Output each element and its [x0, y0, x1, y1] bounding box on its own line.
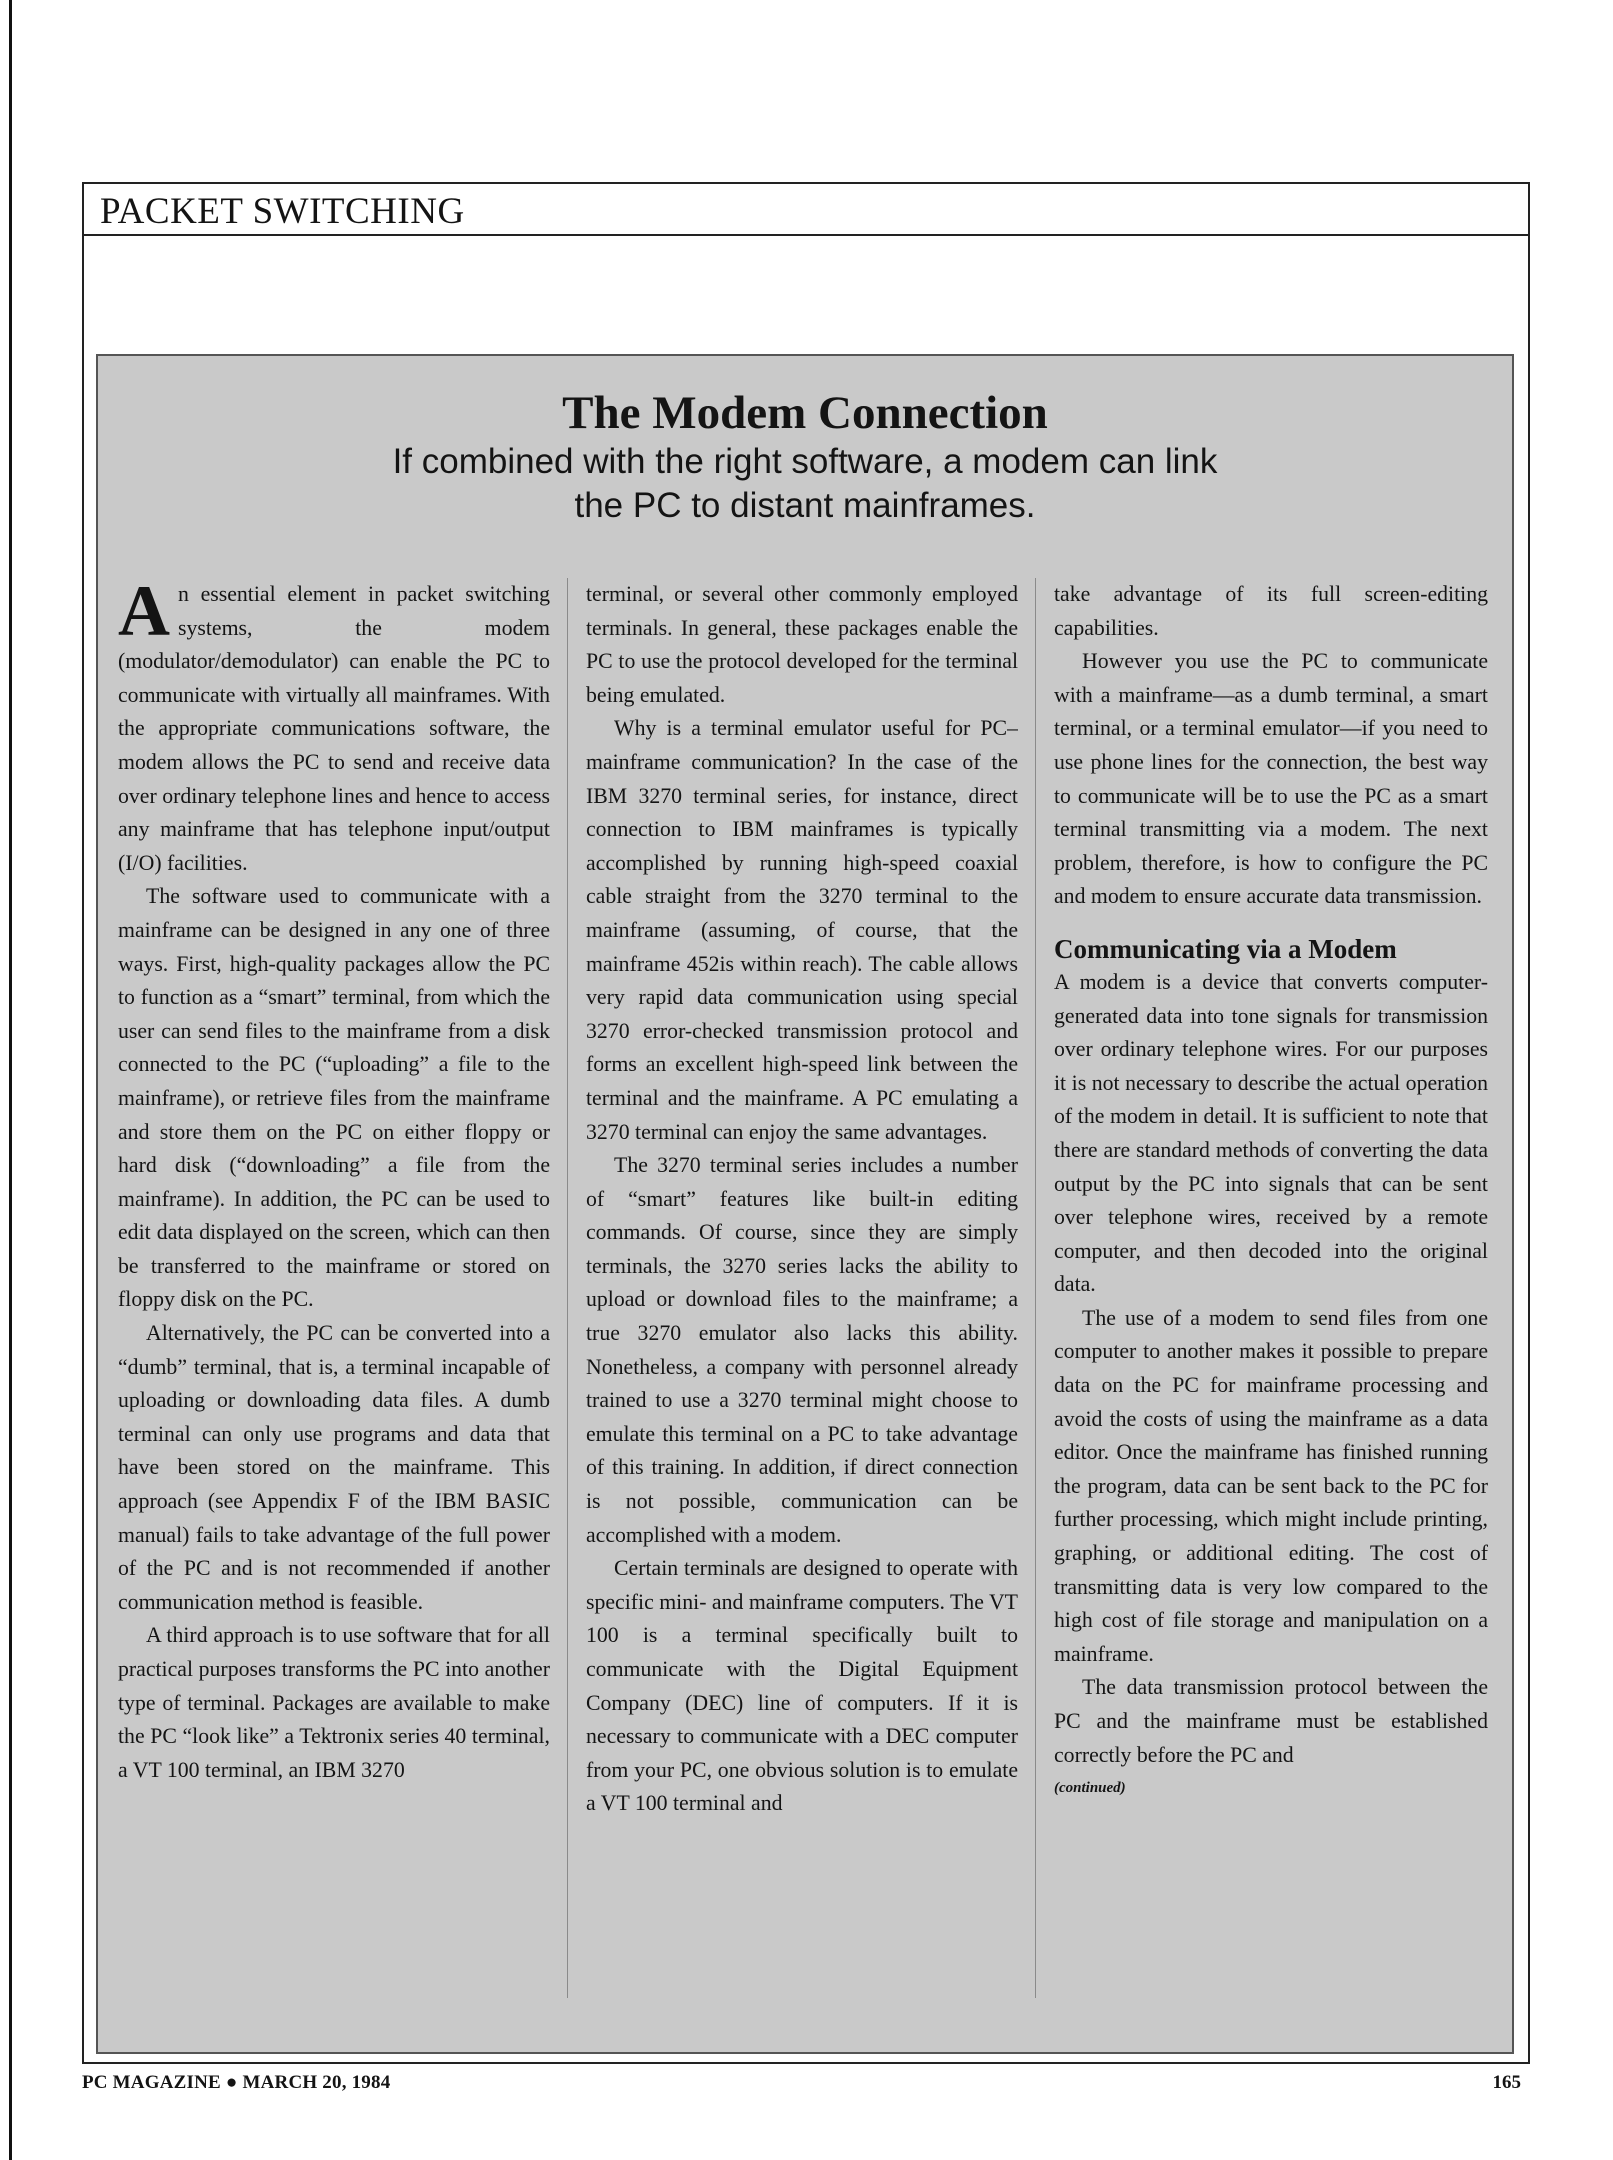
continued-label: (continued)	[1054, 1780, 1126, 1797]
deck-line-1: If combined with the right software, a modem can link	[392, 442, 1218, 481]
text-column-3	[1054, 578, 1488, 1998]
deck-line-2: the PC to distant mainframes.	[574, 486, 1036, 525]
paragraph: Certain terminals are designed to operate with specific mini- and mainframe computers. The VT 100 is a terminal specifically built to communicate with the Digital Equipment Company (DEC) line of computers. If it is necessary to communicate with a DEC computer from your PC, one obvious solution is to emulate a VT 100 terminal and	[586, 1556, 1018, 1816]
subheading: Communicating via a Modem	[1054, 933, 1397, 964]
column-divider	[1035, 578, 1036, 1998]
paragraph: Alternatively, the PC can be converted into a “dumb” terminal, that is, a terminal incapable of uploading or downloading data files. A dumb terminal can only use programs and data that have been stored on the mainframe. This approach (see Appendix F of the IBM BASIC manual) fails to take advantage of the full power of the PC and is not recommended if another communication method is feasible.	[118, 1321, 550, 1614]
paragraph: take advantage of its full screen-editing capabilities.	[1054, 582, 1488, 640]
text-column-1	[118, 578, 550, 1998]
paragraph: A modem is a device that converts computer-generated data into tone signals for transmission over ordinary telephone wires. For our purposes it is not necessary to describe the actual operation of the modem in detail. It is sufficient to note that there are standard methods of converting the data output by the PC into signals that can be sent over telephone wires, received by a remote computer, and then decoded into the original data.	[1054, 969, 1488, 1297]
paragraph: The use of a modem to send files from one computer to another makes it possible to prepare data on the PC for mainframe processing and avoid the costs of using the mainframe as a data editor. Once the mainframe has finished running the program, data can be sent back to the PC for further processing, which might include printing, graphing, or additional editing. The cost of transmitting data is very low compared to the high cost of file storage and manipulation on a mainframe.	[1054, 1305, 1488, 1666]
article-deck	[298, 440, 1312, 528]
drop-cap: A	[118, 578, 170, 651]
page-number: 165	[1492, 2072, 1521, 2093]
paragraph-text: n essential element in packet switching systems, the modem (modulator/demodulator) can enable the PC to communicate with virtually all mainframes. With the appropriate communications software, the modem allows the PC to send and receive data over ordinary telephone lines and hence to access any mainframe that has telephone input/output (I/O) facilities.	[118, 582, 550, 875]
text-column-2	[586, 578, 1018, 1998]
paragraph: The data transmission protocol between the PC and the mainframe must be established correctly before the PC and	[1054, 1675, 1488, 1767]
paragraph	[118, 578, 550, 880]
article-title: The Modem Connection	[562, 387, 1048, 439]
paragraph: A third approach is to use software that for all practical purposes transforms the PC into another type of terminal. Packages are available to make the PC “look like” a Tektronix series 40 terminal, a VT 100 terminal, an IBM 3270	[118, 1623, 550, 1782]
section-header	[84, 184, 1528, 236]
article-panel	[96, 354, 1514, 2054]
paragraph: The software used to communicate with a mainframe can be designed in any one of three ways. First, high-quality packages allow the PC to function as a “smart” terminal, from which the user can send files to the mainframe from a disk connected to the PC (“uploading” a file to the mainframe), or retrieve files from the mainframe and store them on the PC on either floppy or hard disk (“downloading” a file from the mainframe). In addition, the PC can be used to edit data displayed on the screen, which can then be transferred to the mainframe or stored on floppy disk on the PC.	[118, 884, 550, 1312]
paragraph: terminal, or several other commonly employed terminals. In general, these packages enable the PC to use the protocol developed for the terminal being emulated.	[586, 582, 1018, 707]
margin-rule	[9, 0, 12, 2160]
paragraph: Why is a terminal emulator useful for PC–mainframe communication? In the case of the IBM 3270 terminal series, for instance, direct connection to IBM mainframes is typically accomplished by running high-speed coaxial cable straight from the 3270 terminal to the mainframe (assuming, of course, that the mainframe 452is within reach). The cable allows very rapid data communication using special 3270 error-checked transmission protocol and forms an excellent high-speed link between the terminal and the mainframe. A PC emulating a 3270 terminal can enjoy the same advantages.	[586, 716, 1018, 1144]
footer-publication: PC MAGAZINE ● MARCH 20, 1984	[82, 2072, 391, 2093]
column-divider	[567, 578, 568, 1998]
paragraph: The 3270 terminal series includes a number of “smart” features like built-in editing commands. Of course, since they are simply terminals, the 3270 series lacks the ability to upload or download files to the mainframe; a true 3270 emulator also lacks this ability. Nonetheless, a company with personnel already trained to use a 3270 terminal might choose to emulate this terminal on a PC to take advantage of this training. In addition, if direct connection is not possible, communication can be accomplished with a modem.	[586, 1153, 1018, 1547]
section-label: PACKET SWITCHING	[100, 191, 465, 232]
paragraph: However you use the PC to communicate with a mainframe—as a dumb terminal, a smart terminal, or a terminal emulator—if you need to use phone lines for the connection, the best way to communicate will be to use the PC as a smart terminal transmitting via a modem. The next problem, therefore, is how to configure the PC and modem to ensure accurate data transmission.	[1054, 649, 1488, 909]
